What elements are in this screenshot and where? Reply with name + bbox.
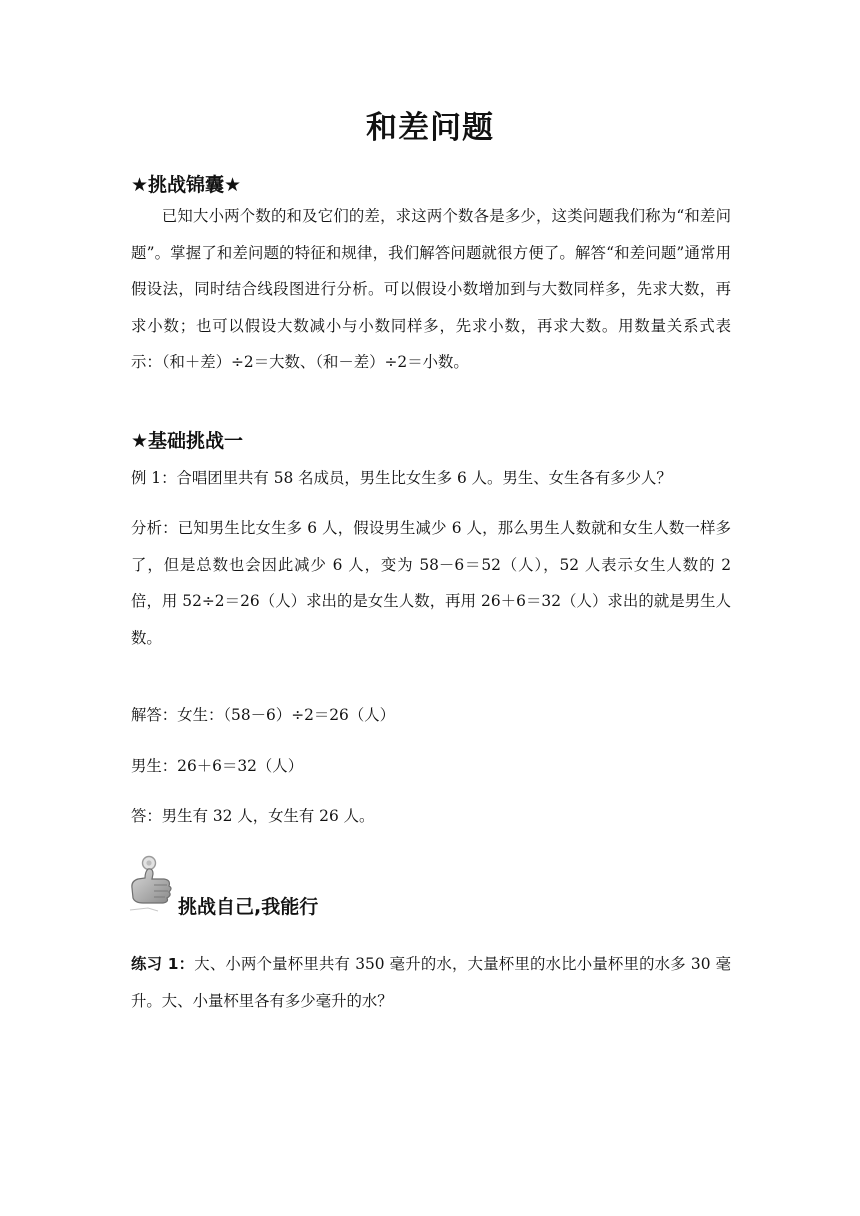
challenge-heading: 挑战自己,我能行 xyxy=(178,896,319,918)
exercise-text: 大、小两个量杯里共有 350 毫升的水，大量杯里的水比小量杯里的水多 30 毫升。大、小量杯里各有多少毫升的水？ xyxy=(131,955,731,1010)
tips-heading: ★挑战锦囊★ xyxy=(131,174,242,196)
basic-challenge-heading: ★基础挑战一 xyxy=(131,430,244,452)
page-title: 和差问题 xyxy=(366,110,494,146)
exercise-paragraph xyxy=(131,946,731,1019)
tips-paragraph: 已知大小两个数的和及它们的差，求这两个数各是多少，这类问题我们称为“和差问题”。掌握了和差问题的特征和规律，我们解答问题就很方便了。解答“和差问题”通常用假设法，同时结合线段图进行分析。可以假设小数增加到与大数同样多，先求大数，再求小数；也可以假设大数减小与小数同样多，先求小数，再求大数。用数量关系式表示：（和＋差）÷2＝大数、（和－差）÷2＝小数。 xyxy=(131,207,731,371)
exercise-label: 练习 1： xyxy=(131,955,195,973)
boys-line: 男生：26＋6＝32（人） xyxy=(131,757,304,775)
thumbs-up-icon xyxy=(128,854,178,914)
analysis-paragraph: 分析：已知男生比女生多 6 人，假设男生减少 6 人，那么男生人数就和女生人数一样多了，但是总数也会因此减少 6 人，变为 58－6＝52（人），52 人表示女生人数的 2 倍，用 52÷2＝26（人）求出的是女生人数，再用 26＋6＝32（人）求出的就是男生人数。 xyxy=(131,519,731,647)
answer-line: 答：男生有 32 人，女生有 26 人。 xyxy=(131,807,375,825)
solution-line: 解答：女生：（58－6）÷2＝26（人） xyxy=(131,706,396,724)
example-text: 例 1：合唱团里共有 58 名成员，男生比女生多 6 人。男生、女生各有多少人？ xyxy=(131,469,672,487)
